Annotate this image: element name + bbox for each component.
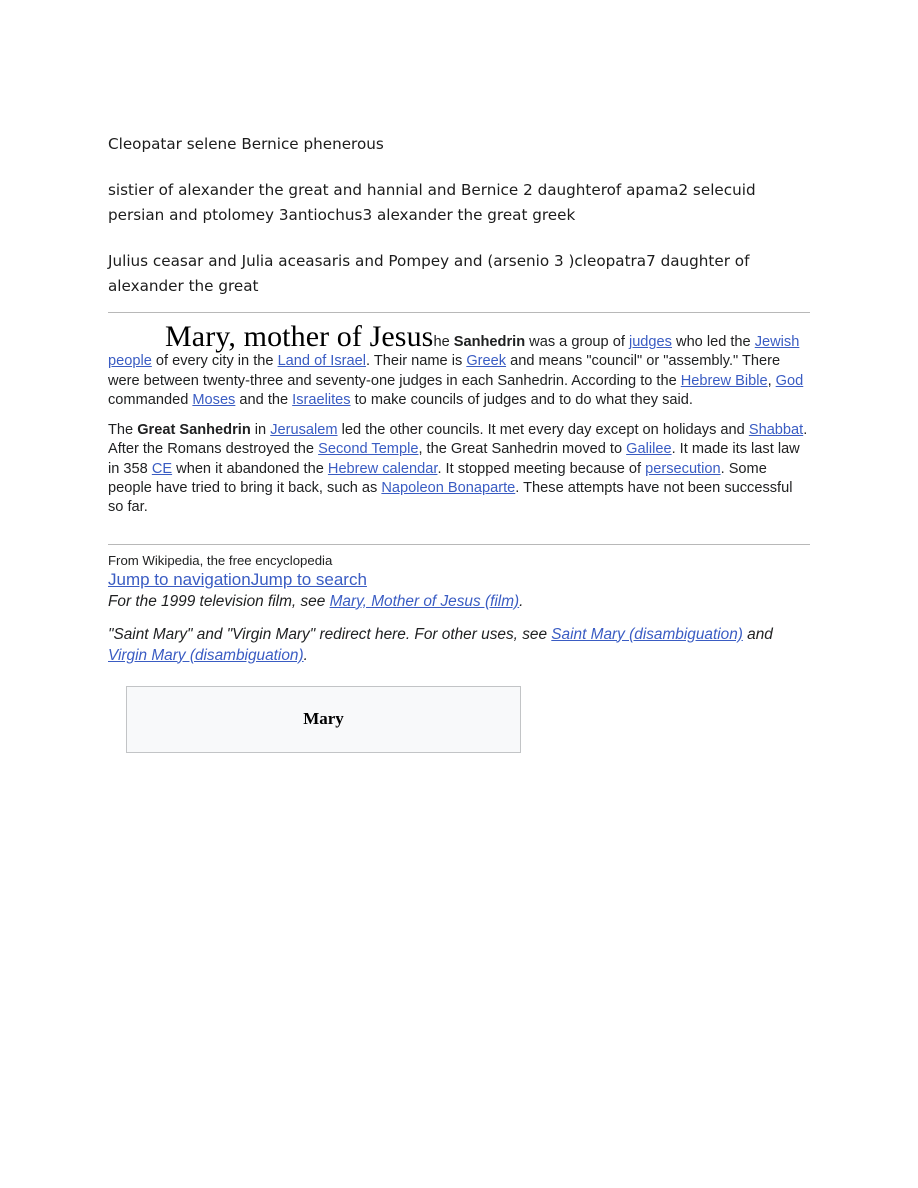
para2-seg4: . After the Romans destroyed the	[108, 422, 808, 458]
link-saint-mary-disambiguation[interactable]: Saint Mary (disambiguation)	[551, 625, 743, 643]
divider-bottom	[108, 544, 810, 545]
para2-seg2: in	[250, 422, 271, 439]
page-title: Mary, mother of Jesus	[165, 320, 434, 353]
para1-seg4: . Their name is	[366, 353, 467, 370]
notes-line-3: Julius ceasar and Julia aceasaris and Pompey and (arsenio 3 )cleopatra7 daughter of alexander the great	[108, 252, 750, 295]
link-hebrew-calendar[interactable]: Hebrew calendar	[327, 460, 438, 477]
article-paragraph-1	[108, 322, 810, 410]
link-jewish-people[interactable]: Jewish people	[108, 334, 800, 370]
para1-seg5: and means "council" or "assembly." There were between twenty-three and seventy-one judges in each Sanhedrin. According to the	[108, 353, 781, 389]
link-judges[interactable]: judges	[628, 334, 672, 350]
para1-seg1: was a group of	[525, 334, 629, 350]
from-wikipedia-tagline: From Wikipedia, the free encyclopedia	[108, 552, 333, 568]
link-land-of-israel[interactable]: Land of Israel	[277, 353, 366, 370]
divider-top	[108, 312, 810, 313]
jump-to-search-link[interactable]: Jump to search	[250, 569, 367, 589]
para2-seg10: . These attempts have not been successful so far.	[108, 480, 793, 516]
para2-seg5: , the Great Sanhedrin moved to	[418, 441, 627, 458]
infobox	[126, 686, 521, 753]
jump-to-navigation-link[interactable]: Jump to navigation	[108, 569, 251, 589]
wikipedia-chrome-block	[108, 552, 810, 666]
link-greek[interactable]: Greek	[466, 353, 507, 370]
infobox-title: Mary	[303, 708, 344, 728]
hatnote2-seg1: "Saint Mary" and "Virgin Mary" redirect here. For other uses, see	[108, 625, 552, 643]
hatnote-film	[108, 591, 810, 612]
para2-seg1: The	[108, 422, 138, 439]
document-page	[108, 0, 810, 753]
hatnote2-seg3: .	[303, 646, 308, 664]
link-moses[interactable]: Moses	[192, 391, 236, 408]
hatnote1-seg2: .	[519, 592, 524, 610]
para1-lead: he	[433, 334, 454, 350]
article-body	[108, 322, 810, 518]
link-napoleon-bonaparte[interactable]: Napoleon Bonaparte	[381, 480, 516, 497]
para1-seg8: and the	[235, 391, 293, 408]
link-hebrew-bible[interactable]: Hebrew Bible	[680, 372, 768, 389]
handwritten-notes-block	[108, 0, 810, 299]
para1-seg6: ,	[767, 372, 776, 389]
notes-line-1: Cleopatar selene Bernice phenerous	[108, 135, 384, 153]
hatnote1-seg1: For the 1999 television film, see	[108, 592, 330, 610]
para1-seg9: to make councils of judges and to do what they said.	[350, 391, 693, 408]
link-second-temple[interactable]: Second Temple	[318, 441, 419, 458]
para2-seg9: . Some people have tried to bring it back, such as	[108, 460, 767, 497]
link-ce[interactable]: CE	[151, 460, 173, 477]
para2-seg6: . It made its last law in 358	[108, 441, 800, 477]
link-persecution[interactable]: persecution	[645, 460, 721, 477]
para2-seg8: . It stopped meeting because of	[437, 460, 646, 477]
article-paragraph-2	[108, 421, 810, 517]
jump-links	[108, 569, 810, 591]
para2-seg7: when it abandoned the	[172, 460, 328, 477]
hatnote2-seg2: and	[742, 625, 773, 643]
link-god[interactable]: God	[775, 372, 804, 389]
para2-bold-term: Great Sanhedrin	[137, 422, 251, 439]
link-jerusalem[interactable]: Jerusalem	[270, 422, 338, 439]
link-mary-mother-of-jesus-film[interactable]: Mary, Mother of Jesus (film)	[329, 592, 520, 610]
para2-seg3: led the other councils. It met every day except on holidays and	[337, 422, 749, 439]
link-galilee[interactable]: Galilee	[626, 441, 672, 458]
hatnote-disambiguation	[108, 624, 810, 666]
para1-seg3: of every city in the	[151, 353, 278, 370]
para1-bold-term: Sanhedrin	[453, 334, 526, 350]
para1-seg7: commanded	[108, 391, 193, 408]
link-shabbat[interactable]: Shabbat	[748, 422, 804, 439]
notes-line-2: sistier of alexander the great and hannial and Bernice 2 daughterof apama2 selecuid persian and ptolomey 3antiochus3 alexander the great greek	[108, 181, 756, 224]
link-virgin-mary-disambiguation[interactable]: Virgin Mary (disambiguation)	[108, 646, 304, 664]
link-israelites[interactable]: Israelites	[292, 391, 351, 408]
para1-seg2: who led the	[671, 334, 755, 350]
